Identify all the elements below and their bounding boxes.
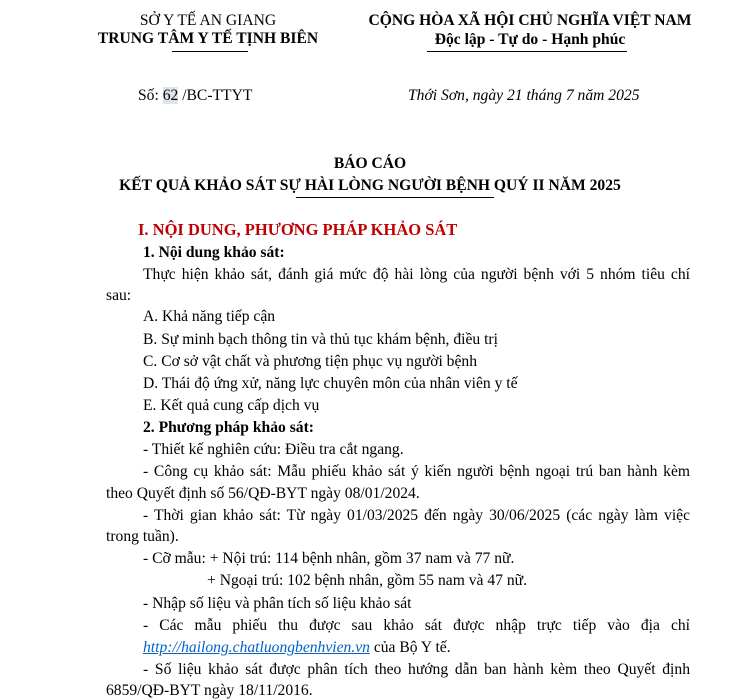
- criteria-item: C. Cơ sở vật chất và phương tiện phục vụ người bệnh: [143, 353, 477, 370]
- survey-link[interactable]: http://hailong.chatluongbenhvien.vn: [143, 639, 370, 656]
- intro-line-2: sau:: [106, 287, 132, 304]
- document-number-value: 62: [162, 87, 179, 104]
- method-time-line-1: - Thời gian khảo sát: Từ ngày 01/03/2025 đến ngày 30/06/2025 (các ngày làm việc: [143, 507, 690, 524]
- criteria-item: E. Kết quả cung cấp dịch vụ: [143, 397, 320, 414]
- subsection-2-heading: 2. Phương pháp khảo sát:: [143, 419, 314, 436]
- criteria-item: A. Khả năng tiếp cận: [143, 308, 276, 325]
- method-analysis-line-1: - Số liệu khảo sát được phân tích theo hướng dẫn ban hành kèm theo Quyết định: [143, 661, 690, 678]
- criteria-item: D. Thái độ ứng xử, năng lực chuyên môn của nhân viên y tế: [143, 375, 518, 392]
- method-design: - Thiết kế nghiên cứu: Điều tra cắt ngang.: [143, 441, 404, 458]
- document-number-prefix: Số:: [138, 87, 163, 104]
- intro-line-1: Thực hiện khảo sát, đánh giá mức độ hài lòng của người bệnh với 5 nhóm tiêu chí: [143, 266, 690, 283]
- method-time-line-2: trong tuần).: [106, 528, 179, 545]
- document-number-suffix: /BC-TTYT: [178, 87, 253, 104]
- national-title: CỘNG HÒA XÃ HỘI CHỦ NGHĨA VIỆT NAM: [368, 12, 692, 29]
- criteria-item: B. Sự minh bạch thông tin và thủ tục khám bệnh, điều trị: [143, 331, 498, 348]
- sample-size-outpatient: + Ngoại trú: 102 bệnh nhân, gồm 55 nam và 47 nữ.: [207, 572, 527, 589]
- sample-size-inpatient: - Cỡ mẫu: + Nội trú: 114 bệnh nhân, gồm 37 nam và 77 nữ.: [143, 550, 515, 567]
- title-underline: [296, 197, 494, 198]
- method-tool-line-2: theo Quyết định số 56/QĐ-BYT ngày 08/01/2024.: [106, 485, 420, 502]
- method-forms-line-2: [143, 639, 451, 657]
- section-heading: I. NỘI DUNG, PHƯƠNG PHÁP KHẢO SÁT: [138, 220, 458, 239]
- place-date: Thới Sơn, ngày 21 tháng 7 năm 2025: [408, 87, 640, 104]
- unit-underline: [172, 51, 248, 52]
- method-tool-line-1: - Công cụ khảo sát: Mẫu phiếu khảo sát ý kiến người bệnh ngoại trú ban hành kèm: [143, 463, 690, 480]
- survey-link-suffix: của Bộ Y tế.: [369, 639, 451, 656]
- method-input: - Nhập số liệu và phân tích số liệu khảo sát: [143, 595, 412, 612]
- motto-underline: [427, 51, 627, 52]
- method-analysis-line-2: 6859/QĐ-BYT ngày 18/11/2016.: [106, 682, 313, 699]
- report-title: BÁO CÁO: [333, 155, 407, 172]
- report-subtitle: KẾT QUẢ KHẢO SÁT SỰ HÀI LÒNG NGƯỜI BỆNH QUÝ II NĂM 2025: [119, 177, 621, 194]
- subsection-1-heading: 1. Nội dung khảo sát:: [143, 244, 285, 261]
- national-motto: Độc lập - Tự do - Hạnh phúc: [434, 31, 626, 48]
- agency-name: SỞ Y TẾ AN GIANG: [139, 12, 277, 29]
- document-number: [138, 87, 252, 105]
- unit-name: TRUNG TÂM Y TẾ TỊNH BIÊN: [97, 30, 319, 47]
- method-forms-line-1: - Các mẫu phiếu thu được sau khảo sát được nhập trực tiếp vào địa chỉ: [143, 617, 690, 634]
